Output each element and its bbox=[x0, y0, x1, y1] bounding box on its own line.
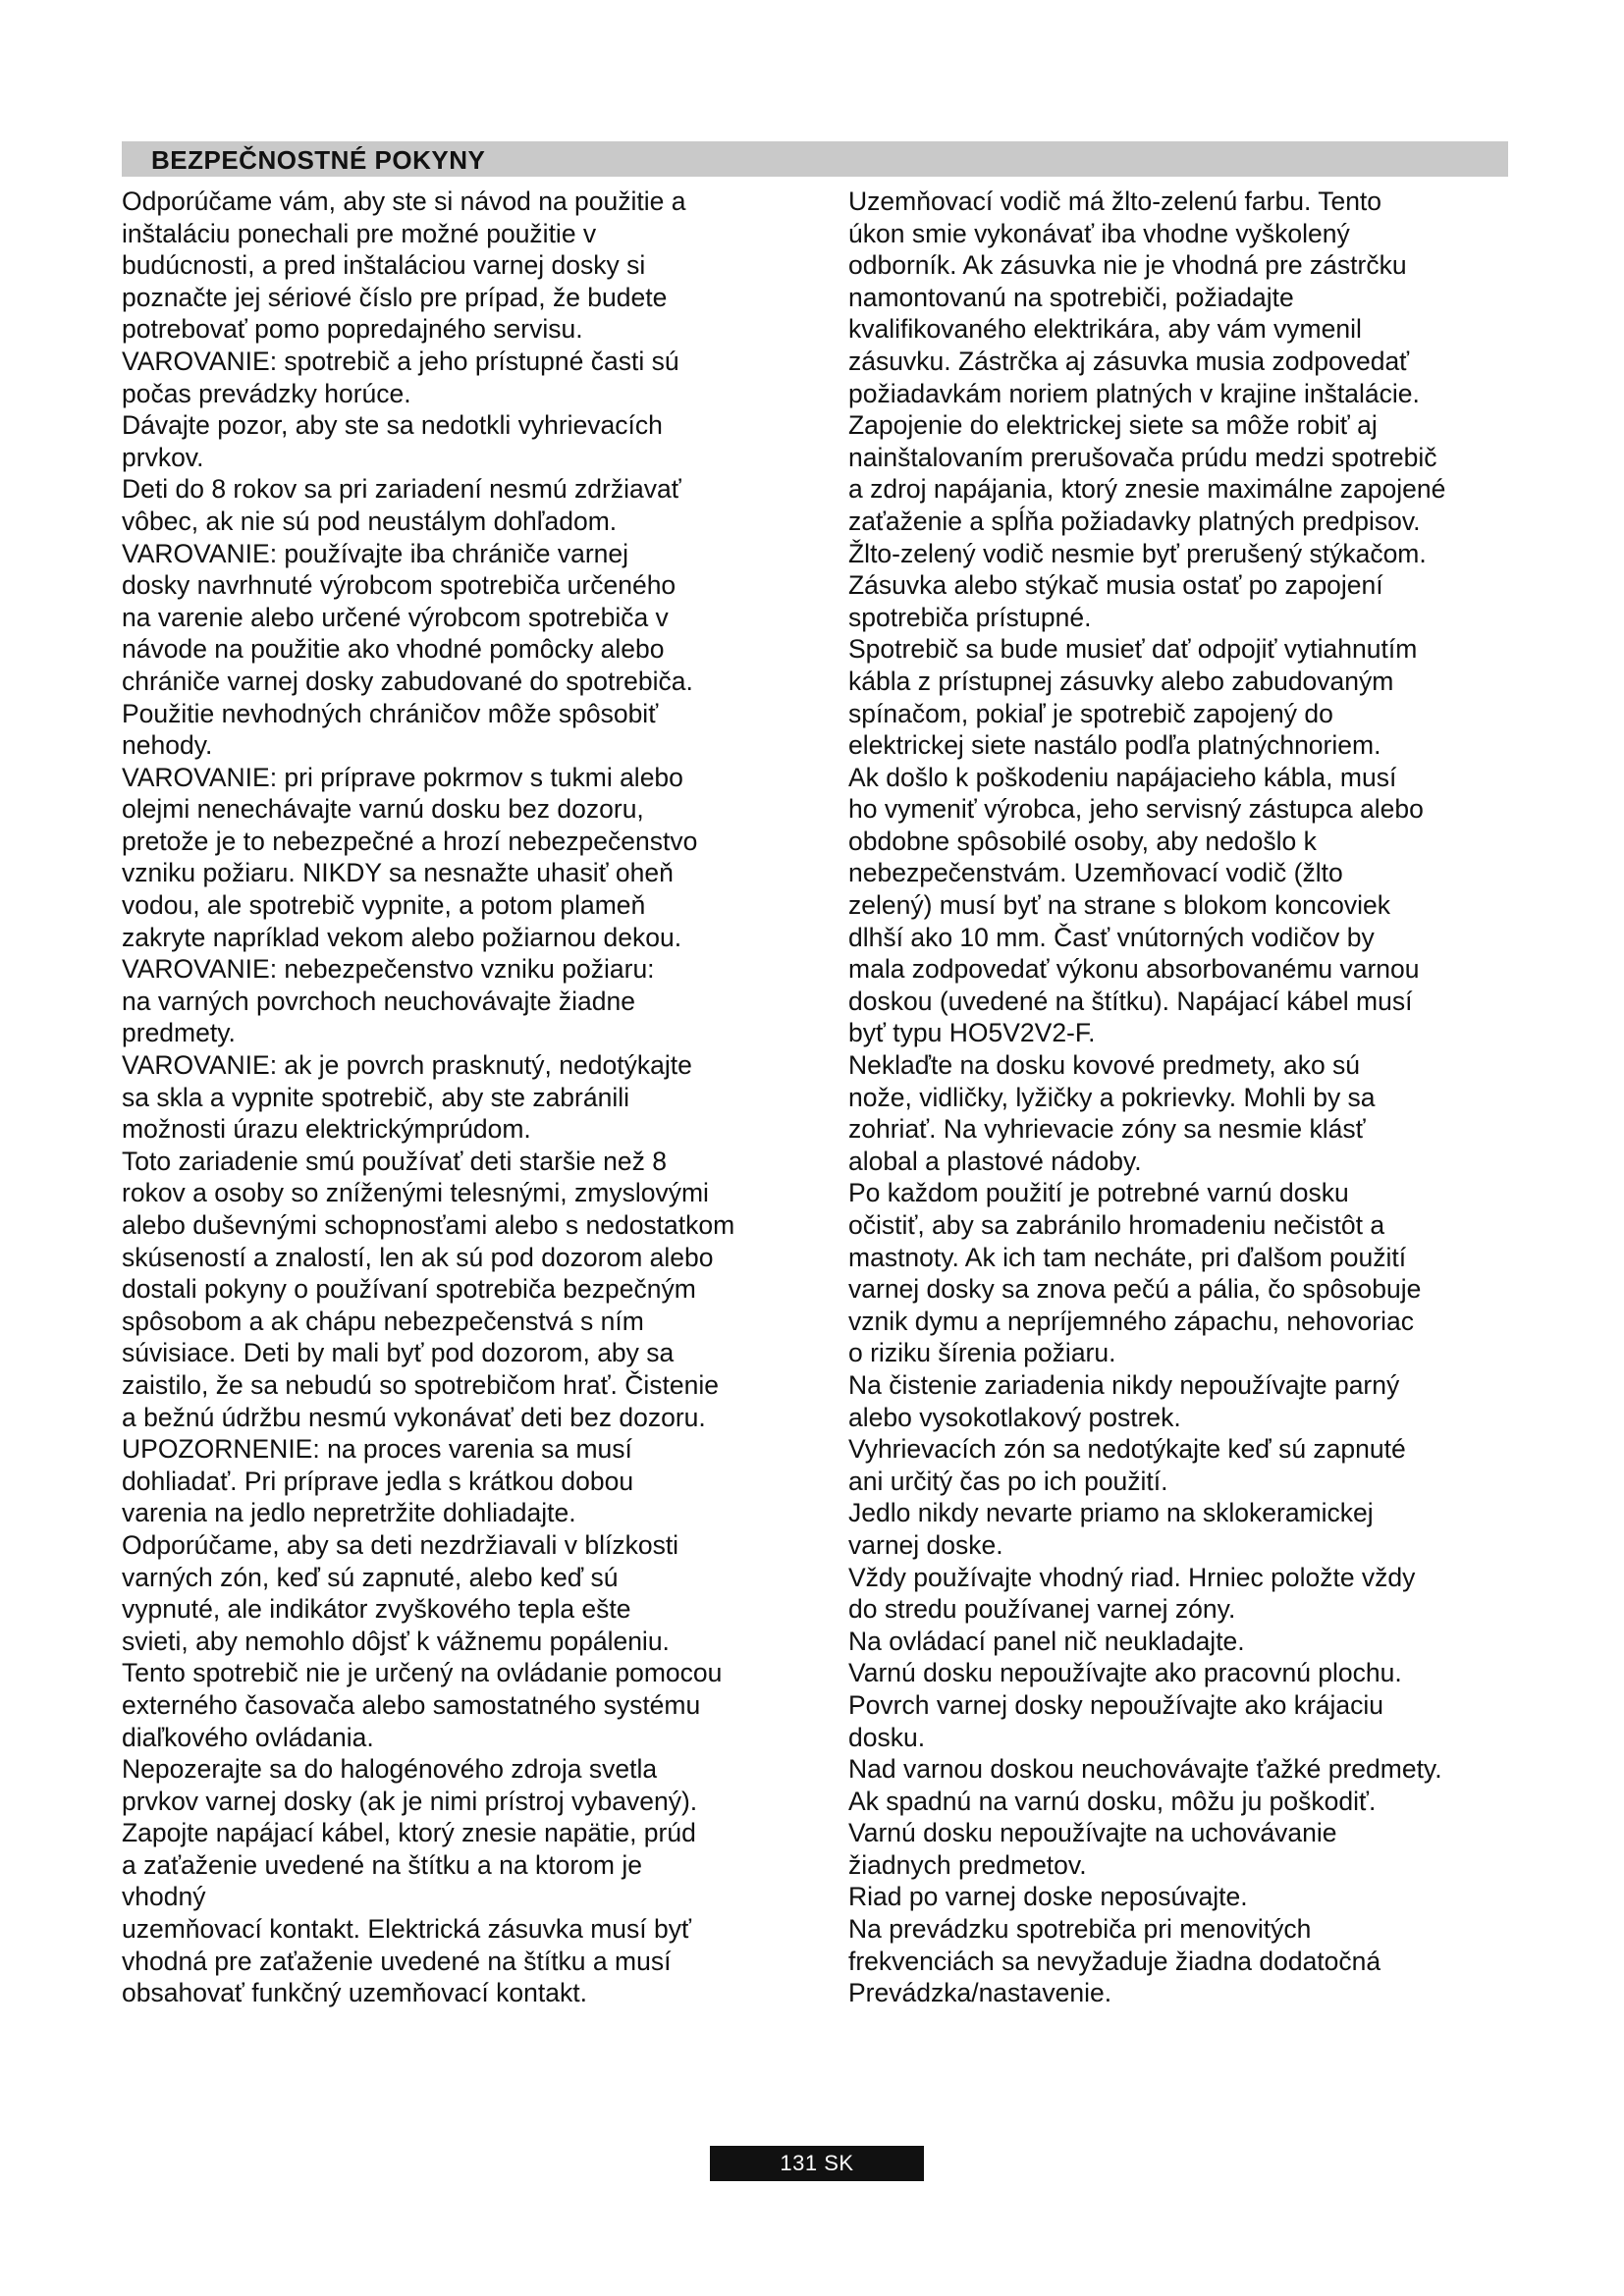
text-line: diaľkového ovládania. bbox=[122, 1722, 374, 1752]
text-line: sa skla a vypnite spotrebič, aby ste zabránili bbox=[122, 1082, 630, 1112]
text-line: externého časovača alebo samostatného systému bbox=[122, 1689, 701, 1720]
text-line: Po každom použití je potrebné varnú dosku bbox=[848, 1178, 1349, 1208]
text-line: byť typu HO5V2V2-F. bbox=[848, 1018, 1096, 1048]
text-line: nebezpečenstvám. Uzemňovací vodič (žlto bbox=[848, 858, 1343, 888]
text-line: a zaťaženie uvedené na štítku a na ktorom je bbox=[122, 1849, 642, 1880]
text-line: vhodná pre zaťaženie uvedené na štítku a musí bbox=[122, 1946, 672, 1976]
text-line: zaťaženie a spĺňa požiadavky platných predpisov. bbox=[848, 506, 1421, 536]
text-line: elektrickej siete nastálo podľa platnýchnoriem. bbox=[848, 730, 1381, 761]
text-line: varnej dosky sa znova pečú a pália, čo spôsobuje bbox=[848, 1274, 1422, 1305]
text-line: prvkov. bbox=[122, 442, 204, 472]
text-line: do stredu používanej varnej zóny. bbox=[848, 1594, 1236, 1625]
text-line: vznik dymu a nepríjemného zápachu, nehovoriac bbox=[848, 1306, 1414, 1336]
text-line: Prevádzka/nastavenie. bbox=[848, 1978, 1112, 2008]
text-line: poznačte jej sériové číslo pre prípad, že budete bbox=[122, 282, 668, 312]
text-line: počas prevádzky horúce. bbox=[122, 378, 411, 408]
text-line: predmety. bbox=[122, 1018, 236, 1048]
text-line: obdobne spôsobilé osoby, aby nedošlo k bbox=[848, 826, 1317, 856]
text-line: Varnú dosku nepoužívajte ako pracovnú plochu. bbox=[848, 1658, 1402, 1688]
text-line: frekvenciách sa nevyžaduje žiadna dodatočná bbox=[848, 1946, 1381, 1976]
text-line: budúcnosti, a pred inštaláciou varnej dosky si bbox=[122, 250, 646, 281]
text-line: žiadnych predmetov. bbox=[848, 1849, 1087, 1880]
text-line: mastnoty. Ak ich tam necháte, pri ďalšom použití bbox=[848, 1242, 1407, 1272]
text-line: a zdroj napájania, ktorý znesie maximálne zapojené bbox=[848, 474, 1446, 505]
left-text-column bbox=[122, 186, 799, 2009]
text-line: mala zodpovedať výkonu absorbovanému varnou bbox=[848, 954, 1420, 985]
text-line: Na prevádzku spotrebiča pri menovitých bbox=[848, 1914, 1312, 1945]
text-line: očistiť, aby sa zabránilo hromadeniu nečistôt a bbox=[848, 1210, 1385, 1240]
text-line: možnosti úrazu elektrickýmprúdom. bbox=[122, 1114, 531, 1145]
text-line: Zásuvka alebo stýkač musia ostať po zapojení bbox=[848, 570, 1383, 601]
text-line: Zapojte napájací kábel, ktorý znesie napätie, prúd bbox=[122, 1818, 696, 1848]
text-line: na varenie alebo určené výrobcom spotrebiča v bbox=[122, 602, 669, 632]
text-line: spôsobom a ak chápu nebezpečenstvá s ním bbox=[122, 1306, 644, 1336]
text-line: varenia na jedlo nepretržite dohliadajte. bbox=[122, 1498, 576, 1528]
text-line: dosky navrhnuté výrobcom spotrebiča určeného bbox=[122, 570, 677, 601]
text-line: vôbec, ak nie sú pod neustálym dohľadom. bbox=[122, 506, 618, 536]
text-line: VAROVANIE: pri príprave pokrmov s tukmi alebo bbox=[122, 762, 683, 792]
text-line: zelený) musí byť na strane s blokom koncoviek bbox=[848, 890, 1390, 921]
text-line: ho vymeniť výrobca, jeho servisný zástupca alebo bbox=[848, 794, 1424, 825]
section-title: BEZPEČNOSTNÉ POKYNY bbox=[151, 145, 486, 175]
text-line: pretože je to nebezpečné a hrozí nebezpečenstvo bbox=[122, 826, 698, 856]
text-line: olejmi nenechávajte varnú dosku bez dozoru, bbox=[122, 794, 644, 825]
text-line: zásuvku. Zástrčka aj zásuvka musia zodpovedať bbox=[848, 346, 1410, 376]
text-line: vzniku požiaru. NIKDY sa nesnažte uhasiť oheň bbox=[122, 858, 674, 888]
text-line: inštaláciu ponechali pre možné použitie v bbox=[122, 218, 597, 248]
text-line: dohliadať. Pri príprave jedla s krátkou dobou bbox=[122, 1466, 634, 1496]
text-line: varných zón, keď sú zapnuté, alebo keď sú bbox=[122, 1562, 619, 1592]
text-line: vypnuté, ale indikátor zvyškového tepla ešte bbox=[122, 1594, 631, 1625]
text-line: alobal a plastové nádoby. bbox=[848, 1146, 1142, 1176]
text-line: na varných povrchoch neuchovávajte žiadne bbox=[122, 986, 635, 1016]
text-line: Tento spotrebič nie je určený na ovládanie pomocou bbox=[122, 1658, 723, 1688]
text-line: Odporúčame vám, aby ste si návod na použitie a bbox=[122, 187, 686, 216]
text-line: nože, vidličky, lyžičky a pokrievky. Mohli by sa bbox=[848, 1082, 1376, 1112]
text-line: namontovanú na spotrebiči, požiadajte bbox=[848, 282, 1294, 312]
text-line: VAROVANIE: ak je povrch prasknutý, nedotýkajte bbox=[122, 1050, 692, 1081]
text-line: odborník. Ak zásuvka nie je vhodná pre zástrčku bbox=[848, 250, 1407, 281]
text-line: skúseností a znalostí, len ak sú pod dozorom alebo bbox=[122, 1242, 714, 1272]
text-line: Deti do 8 rokov sa pri zariadení nesmú zdržiavať bbox=[122, 474, 681, 505]
text-line: Ak došlo k poškodeniu napájacieho kábla, musí bbox=[848, 762, 1397, 792]
text-line: svieti, aby nemohlo dôjsť k vážnemu popáleniu. bbox=[122, 1626, 670, 1656]
text-line: Nepozerajte sa do halogénového zdroja svetla bbox=[122, 1754, 658, 1785]
text-line: VAROVANIE: spotrebič a jeho prístupné časti sú bbox=[122, 346, 679, 376]
text-line: Povrch varnej dosky nepoužívajte ako krájaciu bbox=[848, 1689, 1384, 1720]
text-line: prvkov varnej dosky (ak je nimi prístroj vybavený). bbox=[122, 1786, 698, 1816]
text-line: Toto zariadenie smú používať deti staršie než 8 bbox=[122, 1146, 667, 1176]
text-line: uzemňovací kontakt. Elektrická zásuvka musí byť bbox=[122, 1914, 691, 1945]
text-line: Nad varnou doskou neuchovávajte ťažké predmety. bbox=[848, 1754, 1442, 1785]
text-line: zaistilo, že sa nebudú so spotrebičom hrať. Čistenie bbox=[122, 1369, 719, 1400]
text-line: dostali pokyny o používaní spotrebiča bezpečným bbox=[122, 1274, 696, 1305]
text-line: zakryte napríklad vekom alebo požiarnou dekou. bbox=[122, 922, 682, 952]
text-line: spínačom, pokiaľ je spotrebič zapojený do bbox=[848, 698, 1333, 728]
text-line: Dávajte pozor, aby ste sa nedotkli vyhrievacích bbox=[122, 410, 663, 441]
text-line: Ak spadnú na varnú dosku, môžu ju poškodiť. bbox=[848, 1786, 1377, 1816]
text-line: Vyhrievacích zón sa nedotýkajte keď sú zapnuté bbox=[848, 1434, 1406, 1465]
text-line: chrániče varnej dosky zabudované do spotrebiča. bbox=[122, 666, 693, 696]
text-line: alebo vysokotlakový postrek. bbox=[848, 1402, 1181, 1432]
text-line: ani určitý čas po ich použití. bbox=[848, 1466, 1168, 1496]
text-line: kábla z prístupnej zásuvky alebo zabudovaným bbox=[848, 666, 1394, 696]
text-line: a bežnú údržbu nesmú vykonávať deti bez dozoru. bbox=[122, 1402, 706, 1432]
text-line: obsahovať funkčný uzemňovací kontakt. bbox=[122, 1978, 587, 2008]
text-line: požiadavkám noriem platných v krajine inštalácie. bbox=[848, 378, 1420, 408]
text-line: Jedlo nikdy nevarte priamo na sklokeramickej bbox=[848, 1498, 1374, 1528]
text-line: VAROVANIE: používajte iba chrániče varnej bbox=[122, 538, 629, 568]
text-line: VAROVANIE: nebezpečenstvo vzniku požiaru: bbox=[122, 954, 655, 985]
text-line: doskou (uvedené na štítku). Napájací kábel musí bbox=[848, 986, 1413, 1016]
text-line: varnej doske. bbox=[848, 1529, 1003, 1560]
text-line: dlhší ako 10 mm. Časť vnútorných vodičov by bbox=[848, 922, 1375, 952]
text-line: alebo duševnými schopnosťami alebo s nedostatkom bbox=[122, 1210, 735, 1240]
right-text-column bbox=[848, 186, 1526, 2009]
text-line: nainštalovaním prerušovača prúdu medzi spotrebič bbox=[848, 442, 1437, 472]
text-line: Spotrebič sa bude musieť dať odpojiť vytiahnutím bbox=[848, 634, 1418, 665]
text-line: zohriať. Na vyhrievacie zóny sa nesmie klásť bbox=[848, 1114, 1366, 1145]
text-line: úkon smie vykonávať iba vhodne vyškolený bbox=[848, 218, 1350, 248]
text-line: rokov a osoby so zníženými telesnými, zmyslovými bbox=[122, 1178, 709, 1208]
text-line: UPOZORNENIE: na proces varenia sa musí bbox=[122, 1434, 632, 1465]
text-line: vhodný bbox=[122, 1882, 206, 1912]
text-line: kvalifikovaného elektrikára, aby vám vymenil bbox=[848, 314, 1362, 345]
text-line: dosku. bbox=[848, 1722, 926, 1752]
text-line: Varnú dosku nepoužívajte na uchovávanie bbox=[848, 1818, 1337, 1848]
text-line: potrebovať pomo popredajného servisu. bbox=[122, 314, 583, 345]
section-header-bar bbox=[122, 141, 1508, 177]
text-line: Neklaďte na dosku kovové predmety, ako sú bbox=[848, 1050, 1361, 1081]
text-line: Použitie nevhodných chráničov môže spôsobiť bbox=[122, 698, 659, 728]
text-line: Vždy používajte vhodný riad. Hrniec položte vždy bbox=[848, 1562, 1416, 1592]
text-line: Zapojenie do elektrickej siete sa môže robiť aj bbox=[848, 410, 1378, 441]
text-line: vodou, ale spotrebič vypnite, a potom plameň bbox=[122, 890, 646, 921]
text-line: Na ovládací panel nič neukladajte. bbox=[848, 1626, 1245, 1656]
text-line: súvisiace. Deti by mali byť pod dozorom, aby sa bbox=[122, 1338, 675, 1368]
page-number: 131 SK bbox=[710, 2146, 924, 2181]
text-line: Riad po varnej doske neposúvajte. bbox=[848, 1882, 1248, 1912]
text-line: Žlto-zelený vodič nesmie byť prerušený stýkačom. bbox=[848, 538, 1427, 568]
text-line: o riziku šírenia požiaru. bbox=[848, 1338, 1116, 1368]
text-line: návode na použitie ako vhodné pomôcky alebo bbox=[122, 634, 665, 665]
text-line: Odporúčame, aby sa deti nezdržiavali v blízkosti bbox=[122, 1529, 679, 1560]
text-line: Uzemňovací vodič má žlto-zelenú farbu. Tento bbox=[848, 187, 1382, 216]
text-line: nehody. bbox=[122, 730, 213, 761]
text-line: Na čistenie zariadenia nikdy nepoužívajte parný bbox=[848, 1369, 1400, 1400]
text-line: spotrebiča prístupné. bbox=[848, 602, 1092, 632]
